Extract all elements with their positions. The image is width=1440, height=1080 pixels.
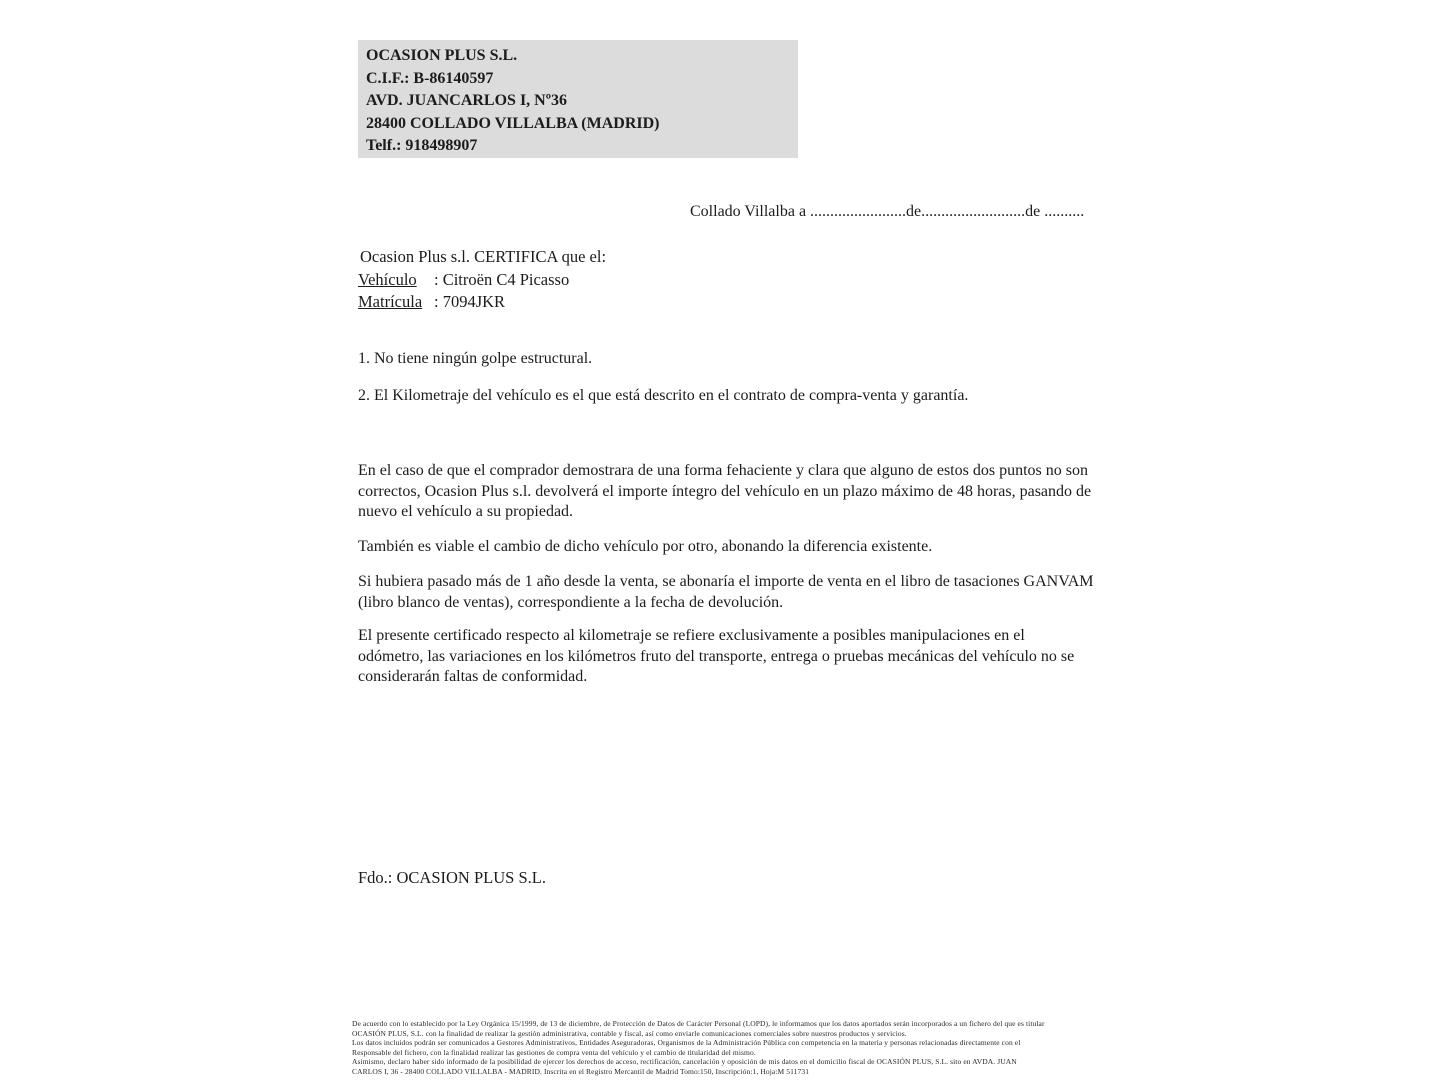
clause-mileage: 2. El Kilometraje del vehículo es el que está descrito en el contrato de compra-venta y garantía. xyxy=(358,387,969,404)
clause-structural: 1. No tiene ningún golpe estructural. xyxy=(358,350,593,367)
company-address: AVD. JUANCARLOS I, Nº36 xyxy=(366,92,568,110)
company-header-box xyxy=(358,40,798,158)
legal-line: Responsable del fichero, con la finalidad realizar las gestiones de compra venta del vehículo y el cambio de titularidad del mismo. xyxy=(352,1047,756,1057)
legal-line: OCASIÓN PLUS, S.L. con la finalidad de realizar la gestión administrativa, contable y fiscal, así como enviarle comunicaciones comerciales sobre nuestros productos y servicios. xyxy=(352,1028,907,1038)
date-line: Collado Villalba a ........................de..........................de .......... xyxy=(690,203,1085,220)
plate-value: : 7094JKR xyxy=(434,292,506,311)
vehicle-label: Vehículo xyxy=(358,270,417,289)
paragraph-refund: En el caso de que el comprador demostrara de una forma fehaciente y clara que alguno de estos dos puntos no son correctos, Ocasion Plus s.l. devolverá el importe íntegro del vehículo en un plazo máximo de 48 horas, pasando de nuevo el vehículo a su propiedad. xyxy=(358,462,1092,521)
certify-intro: Ocasion Plus s.l. CERTIFICA que el: xyxy=(360,247,607,266)
legal-line: Asimismo, declaro haber sido informado de la posibilidad de ejercer los derechos de acceso, rectificación, cancelación y oposición de mis datos en el domicilio fiscal de OCASIÓN PLUS, S.L. sito en AVDA. JUAN xyxy=(352,1057,1017,1067)
signature-line: Fdo.: OCASION PLUS S.L. xyxy=(358,868,546,887)
paragraph-ganvam: Si hubiera pasado más de 1 año desde la venta, se abonaría el importe de venta en el libro de tasaciones GANVAM (libro blanco de ventas), correspondiente a la fecha de devolución. xyxy=(358,573,1094,611)
company-phone: Telf.: 918498907 xyxy=(366,137,478,155)
vehicle-row xyxy=(358,270,569,290)
company-cif: C.I.F.: B-86140597 xyxy=(366,69,494,87)
legal-footer xyxy=(352,1019,1112,1077)
plate-row xyxy=(358,292,505,312)
vehicle-value: : Citroën C4 Picasso xyxy=(434,270,570,289)
legal-line: CARLOS I, 36 - 28400 COLLADO VILLALBA - MADRID. Inscrita en el Registro Mercantil de Madrid Tomo:150, Inscripción:1, Hoja:M 511731 xyxy=(352,1066,810,1076)
company-city: 28400 COLLADO VILLALBA (MADRID) xyxy=(366,114,660,132)
legal-line: Los datos incluidos podrán ser comunicados a Gestores Administrativos, Entidades Aseguradoras, Organismos de la Administración Pública con competencia en la materia y personas relacionadas directamente con el xyxy=(352,1038,1021,1048)
plate-label: Matrícula xyxy=(358,292,423,311)
paragraph-exchange: También es viable el cambio de dicho vehículo por otro, abonando la diferencia existente. xyxy=(358,538,933,555)
legal-line: De acuerdo con lo establecido por la Ley Orgánica 15/1999, de 13 de diciembre, de Protección de Datos de Carácter Personal (LOPD), le informamos que los datos aportados serán incorporados a un fichero del que es titular xyxy=(352,1019,1045,1028)
paragraph-odometer: El presente certificado respecto al kilometraje se refiere exclusivamente a posibles manipulaciones en el odómetro, las variaciones en los kilómetros fruto del transporte, entrega o pruebas mecánicas del vehículo no se considerarán faltas de conformidad. xyxy=(358,627,1075,686)
company-name: OCASION PLUS S.L. xyxy=(366,47,518,64)
